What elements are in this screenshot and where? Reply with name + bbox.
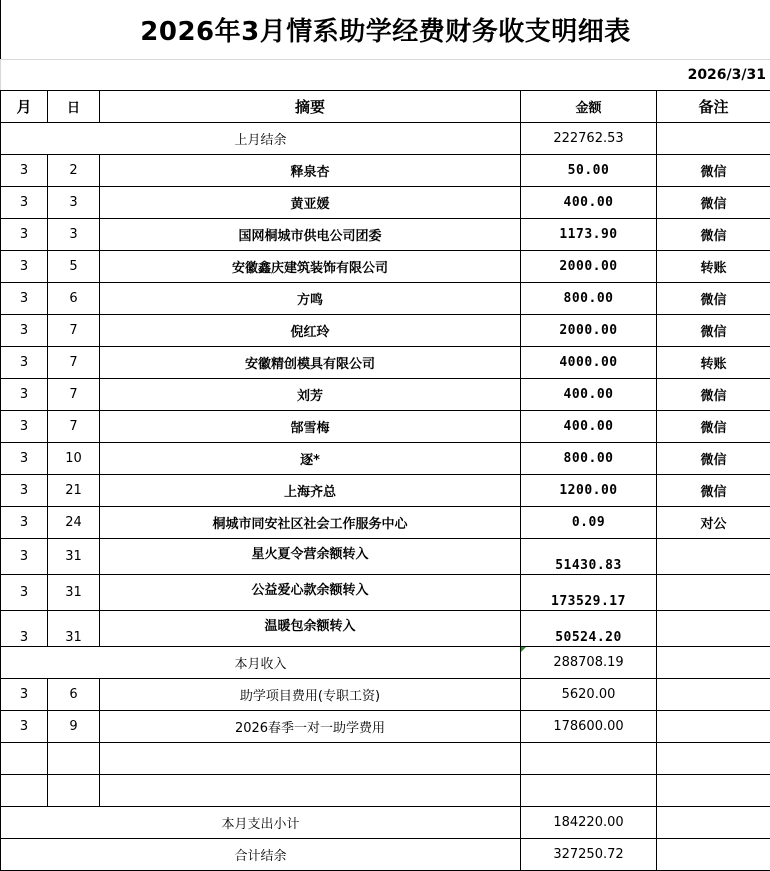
income-row	[1, 507, 770, 539]
row-summary: 黄亚媛	[100, 187, 521, 219]
row-summary: 温暖包余额转入	[100, 611, 521, 647]
row-month: 3	[1, 611, 48, 647]
row-note	[657, 539, 770, 575]
row-month: 3	[1, 575, 48, 611]
row-summary: 倪红玲	[100, 315, 521, 347]
row-amount: 400.00	[521, 411, 657, 443]
row-day: 3	[48, 187, 100, 219]
row-month: 3	[1, 475, 48, 507]
row-day: 21	[48, 475, 100, 507]
empty-cell	[521, 743, 657, 775]
header-summary: 摘要	[100, 91, 521, 123]
income-row	[1, 539, 770, 575]
row-note: 微信	[657, 283, 770, 315]
income-row	[1, 611, 770, 647]
row-day: 7	[48, 379, 100, 411]
income-row	[1, 379, 770, 411]
row-summary: 上海齐总	[100, 475, 521, 507]
income-row	[1, 219, 770, 251]
empty-cell	[48, 743, 100, 775]
closing-balance-amount: 327250.72	[521, 839, 657, 871]
empty-cell	[521, 775, 657, 807]
row-note: 微信	[657, 315, 770, 347]
row-month: 3	[1, 711, 48, 743]
row-day: 6	[48, 283, 100, 315]
row-month: 3	[1, 219, 48, 251]
row-amount: 800.00	[521, 443, 657, 475]
row-summary: 2026春季一对一助学费用	[100, 711, 521, 743]
row-month: 3	[1, 507, 48, 539]
row-day: 24	[48, 507, 100, 539]
row-month: 3	[1, 679, 48, 711]
row-day: 3	[48, 219, 100, 251]
row-month: 3	[1, 155, 48, 187]
income-row	[1, 575, 770, 611]
income-row	[1, 347, 770, 379]
row-summary: 释泉杏	[100, 155, 521, 187]
row-note: 微信	[657, 219, 770, 251]
row-summary: 桐城市同安社区社会工作服务中心	[100, 507, 521, 539]
row-note: 微信	[657, 443, 770, 475]
header-row	[1, 91, 770, 123]
row-summary: 公益爱心款余额转入	[100, 575, 521, 611]
empty-cell	[100, 743, 521, 775]
opening-balance-note	[657, 123, 770, 155]
row-month: 3	[1, 187, 48, 219]
income-total-label: 本月收入	[1, 647, 521, 679]
expense-total-amount: 184220.00	[521, 807, 657, 839]
row-amount: 800.00	[521, 283, 657, 315]
row-amount: 400.00	[521, 379, 657, 411]
row-month: 3	[1, 347, 48, 379]
expense-total-label: 本月支出小计	[1, 807, 521, 839]
row-summary: 国网桐城市供电公司团委	[100, 219, 521, 251]
row-month: 3	[1, 539, 48, 575]
row-day: 31	[48, 539, 100, 575]
expense-row	[1, 711, 770, 743]
row-amount: 1173.90	[521, 219, 657, 251]
header-month: 月	[1, 91, 48, 123]
row-day: 7	[48, 411, 100, 443]
empty-row	[1, 743, 770, 775]
row-amount: 173529.17	[521, 575, 657, 611]
row-month: 3	[1, 283, 48, 315]
row-day: 31	[48, 575, 100, 611]
row-summary: 刘芳	[100, 379, 521, 411]
row-summary: 安徽精创模具有限公司	[100, 347, 521, 379]
row-month: 3	[1, 411, 48, 443]
row-month: 3	[1, 251, 48, 283]
row-amount: 2000.00	[521, 251, 657, 283]
row-note	[657, 575, 770, 611]
expense-total	[1, 807, 770, 839]
row-note: 转账	[657, 347, 770, 379]
row-day: 31	[48, 611, 100, 647]
empty-cell	[1, 775, 48, 807]
income-row	[1, 315, 770, 347]
row-summary: 安徽鑫庆建筑装饰有限公司	[100, 251, 521, 283]
ledger-table	[0, 90, 770, 871]
row-summary: 方鸣	[100, 283, 521, 315]
row-day: 6	[48, 679, 100, 711]
empty-row	[1, 775, 770, 807]
row-summary: 助学项目费用(专职工资)	[100, 679, 521, 711]
row-amount: 400.00	[521, 187, 657, 219]
row-amount: 0.09	[521, 507, 657, 539]
row-note: 微信	[657, 379, 770, 411]
income-row	[1, 187, 770, 219]
header-day: 日	[48, 91, 100, 123]
empty-cell	[1, 743, 48, 775]
empty-cell	[48, 775, 100, 807]
income-row	[1, 475, 770, 507]
row-amount: 50524.20	[521, 611, 657, 647]
row-amount: 2000.00	[521, 315, 657, 347]
row-amount: 51430.83	[521, 539, 657, 575]
row-note: 转账	[657, 251, 770, 283]
row-summary: 星火夏令营余额转入	[100, 539, 521, 575]
income-row	[1, 443, 770, 475]
row-month: 3	[1, 379, 48, 411]
expense-row	[1, 679, 770, 711]
row-note: 对公	[657, 507, 770, 539]
row-amount: 4000.00	[521, 347, 657, 379]
row-note: 微信	[657, 411, 770, 443]
row-day: 7	[48, 315, 100, 347]
report-date: 2026/3/31	[0, 59, 769, 90]
row-note	[657, 611, 770, 647]
income-row	[1, 155, 770, 187]
header-amount: 金额	[521, 91, 657, 123]
row-day: 2	[48, 155, 100, 187]
income-row	[1, 251, 770, 283]
row-summary: 郜雪梅	[100, 411, 521, 443]
row-day: 7	[48, 347, 100, 379]
opening-balance-amount: 222762.53	[521, 123, 657, 155]
row-summary: 逐*	[100, 443, 521, 475]
income-total-note	[657, 647, 770, 679]
closing-balance-label: 合计结余	[1, 839, 521, 871]
empty-cell	[657, 775, 770, 807]
row-day: 10	[48, 443, 100, 475]
empty-cell	[657, 743, 770, 775]
sheet-title: 2026年3月情系助学经费财务收支明细表	[0, 0, 770, 60]
row-month: 3	[1, 315, 48, 347]
income-total	[1, 647, 770, 679]
row-amount: 1200.00	[521, 475, 657, 507]
closing-balance-note	[657, 839, 770, 871]
row-note: 微信	[657, 155, 770, 187]
expense-total-note	[657, 807, 770, 839]
header-note: 备注	[657, 91, 770, 123]
empty-cell	[100, 775, 521, 807]
row-day: 5	[48, 251, 100, 283]
opening-balance-label: 上月结余	[1, 123, 521, 155]
row-day: 9	[48, 711, 100, 743]
row-note: 微信	[657, 475, 770, 507]
opening-balance-row	[1, 123, 770, 155]
row-note	[657, 679, 770, 711]
row-amount: 178600.00	[521, 711, 657, 743]
row-note: 微信	[657, 187, 770, 219]
income-row	[1, 411, 770, 443]
row-month: 3	[1, 443, 48, 475]
closing-balance	[1, 839, 770, 871]
income-total-amount: 288708.19	[521, 647, 657, 679]
row-amount: 50.00	[521, 155, 657, 187]
row-amount: 5620.00	[521, 679, 657, 711]
income-row	[1, 283, 770, 315]
row-note	[657, 711, 770, 743]
